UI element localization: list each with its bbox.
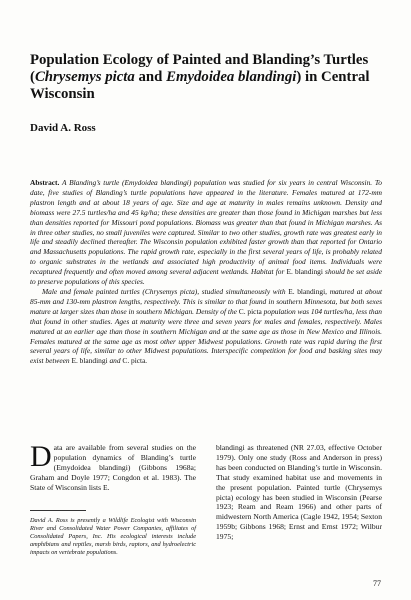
abstract-p2-e: . [145, 356, 148, 366]
title-part2: ) in Central Wisconsin [30, 69, 370, 102]
abstract-paragraph-1 [30, 178, 382, 287]
title-and: and [134, 69, 167, 85]
footnote-divider [30, 510, 86, 511]
author-name: David A. Ross [30, 122, 96, 134]
article-title [30, 52, 380, 103]
body-paragraph-left [30, 440, 196, 493]
abstract-label: Abstract. [30, 178, 60, 187]
drop-cap: D [30, 440, 52, 473]
title-part1: Population Ecology of Painted and Blanding’s Turtles ( [30, 52, 369, 85]
abstract-p2-species-2: C. picta [238, 306, 262, 316]
abstract-p2-d: and [107, 356, 123, 366]
body-left-text: ata are available from several studies on the population dynamics of Blanding’s turtle (Emydoidea blandingi) (Gibbons 1968a; Graham and Doyle 1977; Congdon et al. 1983). The State of Wisconsin lists E. [30, 443, 196, 492]
abstract [30, 178, 382, 366]
abstract-p1-end: should be set aside to preserve populations of this species. [30, 267, 382, 287]
title-species2: Emydoidea blandingi [166, 69, 297, 85]
abstract-p2-b: , matured at about 85-mm and 130-mm plastron lengths, respectively. This is similar to that found in southern Minnesota, but both sexes mature at larger sizes than those in southern Michigan. Density of the [30, 286, 382, 316]
abstract-p1-species: E. blandingi [286, 267, 323, 277]
page-number: 77 [373, 579, 381, 588]
abstract-p2-c: population was 104 turtles/ha, less than that found in other studies. Ages at maturity were three and seven years for males and females, respectively. Males matured at an earlier age than those in southern Michigan and at the same age as those in New Mexico and Illinois. Females matured at the same age as most other upper Midwest populations. Growth rate was rapid during the first several years of life, similar to other Midwest populations. Interspecific competition for food and basking sites may exist between [30, 306, 382, 366]
title-species1: Chrysemys picta [34, 69, 135, 85]
abstract-p2-species-1: E. blandingi [288, 286, 326, 296]
body-column-right [216, 443, 382, 542]
author-footnote: David A. Ross is presently a Wildlife Ecologist with Wisconsin River and Consolidated Water Power Companies, affiliates of Consolidated Papers, Inc. His ecological interests include amphibians and reptiles, marsh birds, raptors, and hydroelectric impacts on vertebrate populations. [30, 517, 196, 556]
abstract-p2-species-4: C. picta [122, 356, 146, 366]
abstract-paragraph-2 [30, 287, 382, 366]
body-column-left [30, 440, 196, 493]
abstract-p1-text: A Blanding’s turtle (Emydoidea blandingi) population was studied for six years in central Wisconsin. To date, five studies of Blanding’s turtle populations have appeared in the literature. Females matured at 172-mm plastron length and at about 18 years of age. Size and age at maturity in males remains unknown. Density and biomass were 27.5 turtles/ha and 45 kg/ha; these densities are greater than those found in Michigan marshes but less than densities reported for Missouri pond populations. Biomass was greater than that found in Michigan marshes. As in three other studies, no small juveniles were captured. Similar to two other studies, growth rate was greatest early in life and steadily declined thereafter. The Wisconsin population exhibited faster growth than that reported for Ontario and Massachusetts populations. The rapid growth rate, especially in the first several years of life, is probably related to organic substrates in the wetlands and associated high productivity of animal food items. Individuals were recaptured frequently and often moved among several adjacent wetlands. Habitat for [30, 178, 382, 277]
body-right-text: blandingi as threatened (NR 27.03, effective October 1979). Only one study (Ross and Anderson in press) has been conducted on Blanding’s turtle in Wisconsin. That study examined habitat use and movements in the present population. Painted turtle (Chrysemys picta) ecology has been studied in Wisconsin (Pearse 1923; Ream and Ream 1966) and other parts of midwestern North America (Cagle 1942, 1954; Sexton 1959b; Gibbons 1968; Ernst and Ernst 1972; Wilbur 1975; [216, 443, 382, 542]
abstract-p2-species-3: E. blandingi [71, 356, 108, 366]
abstract-p2-a: Male and female painted turtles (Chrysemys picta), studied simultaneously with [42, 286, 289, 296]
